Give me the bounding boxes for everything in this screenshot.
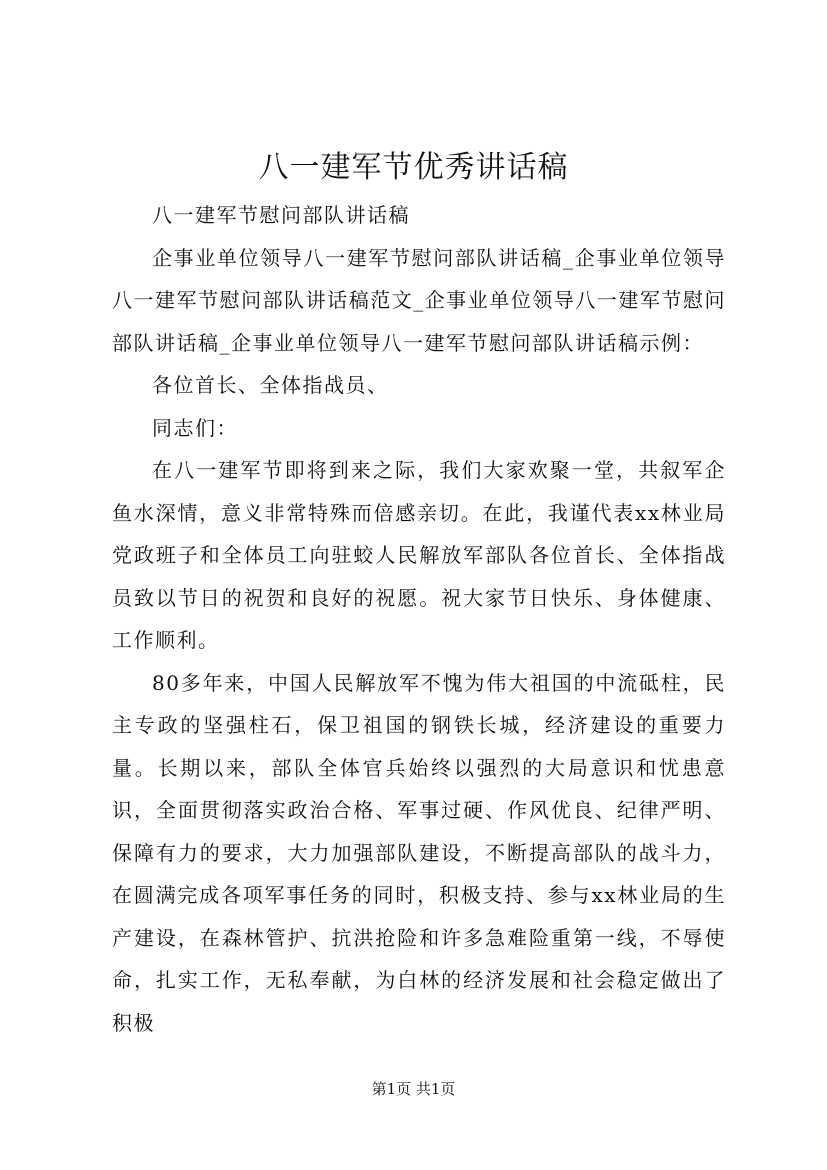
intro-paragraph: 企事业单位领导八一建军节慰问部队讲话稿_企事业单位领导八一建军节慰问部队讲话稿范文_企事业单位领导八一建军节慰问部队讲话稿_企事业单位领导八一建军节慰问部队讲话稿示例： xyxy=(112,245,726,355)
body-paragraph: 80多年来，中国人民解放军不愧为伟大祖国的中流砥柱，民主专政的坚强柱石，保卫祖国的钢铁长城，经济建设的重要力量。长期以来，部队全体官兵始终以强烈的大局意识和忧患意识，全面贯彻落实政治合格、军事过硬、作风优良、纪律严明、保障有力的要求，大力加强部队建设，不断提高部队的战斗力，在圆满完成各项军事任务的同时，积极支持、参与xx林业局的生产建设，在森林管护、抗洪抢险和许多急难险重第一线，不辱使命，扎实工作，无私奉献，为白林的经济发展和社会稳定做出了积极 xyxy=(112,670,726,1035)
salutation-paragraph: 同志们： xyxy=(152,415,238,440)
document-body xyxy=(112,194,726,1044)
document-title: 八一建军节优秀讲话稿 xyxy=(258,150,569,185)
page-footer: 第1页 共1页 xyxy=(371,1080,456,1098)
salutation-paragraph: 各位首长、全体指战员、 xyxy=(152,373,389,397)
subtitle-paragraph: 八一建军节慰问部队讲话稿 xyxy=(152,203,410,227)
body-paragraph: 在八一建军节即将到来之际，我们大家欢聚一堂，共叙军企鱼水深情，意义非常特殊而倍感亲切。在此，我谨代表xx林业局党政班子和全体员工向驻蛟人民解放军部队各位首长、全体指战员致以节日的祝贺和良好的祝愿。祝大家节日快乐、身体健康、工作顺利。 xyxy=(112,458,726,652)
